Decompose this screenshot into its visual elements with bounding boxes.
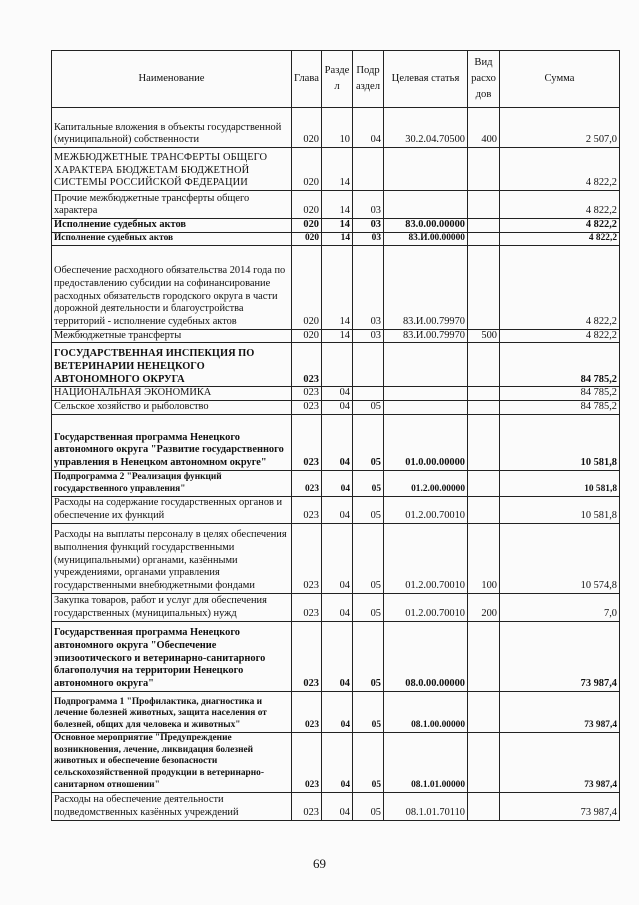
cell-chapter: 020: [292, 219, 322, 233]
cell-exp-type: [468, 691, 500, 732]
header-amount: Сумма: [500, 51, 620, 108]
cell-amount: 7,0: [500, 593, 620, 621]
cell-name: Подпрограмма 2 "Реализация функций государственного управления": [52, 470, 292, 496]
table-row: [52, 219, 620, 233]
table-row: [52, 523, 620, 593]
cell-target: 08.1.01.70110: [384, 792, 468, 820]
page-number: 69: [313, 856, 326, 871]
cell-exp-type: [468, 401, 500, 415]
cell-amount: 4 822,2: [500, 232, 620, 245]
cell-section: 14: [322, 148, 353, 191]
cell-subsection: 03: [353, 219, 384, 233]
cell-name: Закупка товаров, работ и услуг для обеспечения государственных (муниципальных) нужд: [52, 593, 292, 621]
table-row: [52, 232, 620, 245]
cell-chapter: 023: [292, 387, 322, 401]
cell-section: 04: [322, 496, 353, 523]
table-row: [52, 414, 620, 470]
cell-section: 04: [322, 732, 353, 792]
cell-exp-type: 200: [468, 593, 500, 621]
cell-amount: 4 822,2: [500, 148, 620, 191]
cell-exp-type: [468, 621, 500, 691]
cell-exp-type: [468, 792, 500, 820]
table-row: [52, 329, 620, 343]
table-row: [52, 245, 620, 329]
cell-section: 14: [322, 219, 353, 233]
cell-section: 04: [322, 593, 353, 621]
cell-amount: 10 581,8: [500, 470, 620, 496]
cell-subsection: 05: [353, 496, 384, 523]
cell-amount: 84 785,2: [500, 343, 620, 387]
cell-name: Прочие межбюджетные трансферты общего характера: [52, 191, 292, 219]
cell-chapter: 023: [292, 691, 322, 732]
cell-exp-type: [468, 732, 500, 792]
header-subsection: Подр аздел: [353, 51, 384, 108]
cell-subsection: 05: [353, 401, 384, 415]
cell-section: 04: [322, 523, 353, 593]
cell-section: [322, 343, 353, 387]
cell-name: ГОСУДАРСТВЕННАЯ ИНСПЕКЦИЯ ПО ВЕТЕРИНАРИИ НЕНЕЦКОГО АВТОНОМНОГО ОКРУГА: [52, 343, 292, 387]
cell-name: Государственная программа Ненецкого автономного округа "Обеспечение эпизоотического и ветеринарно-санитарного благополучия на территории Ненецкого автономного округа": [52, 621, 292, 691]
cell-chapter: 023: [292, 523, 322, 593]
cell-target: 08.1.00.00000: [384, 691, 468, 732]
cell-chapter: 023: [292, 593, 322, 621]
table-row: [52, 621, 620, 691]
cell-exp-type: [468, 245, 500, 329]
cell-amount: 10 581,8: [500, 496, 620, 523]
cell-subsection: 05: [353, 621, 384, 691]
cell-target: 83.И.00.00000: [384, 232, 468, 245]
cell-subsection: 05: [353, 414, 384, 470]
cell-section: 04: [322, 621, 353, 691]
cell-section: 04: [322, 792, 353, 820]
cell-name: Исполнение судебных актов: [52, 232, 292, 245]
cell-section: 04: [322, 387, 353, 401]
header-exp-type: Вид расхо дов: [468, 51, 500, 108]
cell-section: 04: [322, 401, 353, 415]
cell-name: Обеспечение расходного обязательства 2014 года по предоставлению субсидии на софинансирование расходных обязательств городского округа в части дорожной деятельности и благоустройства территорий - исполнение судебных актов: [52, 245, 292, 329]
cell-amount: 2 507,0: [500, 108, 620, 148]
cell-chapter: 023: [292, 621, 322, 691]
cell-chapter: 020: [292, 329, 322, 343]
cell-name: Государственная программа Ненецкого автономного округа "Развитие государственного управления в Ненецком автономном округе": [52, 414, 292, 470]
cell-chapter: 020: [292, 148, 322, 191]
cell-exp-type: 400: [468, 108, 500, 148]
cell-amount: 84 785,2: [500, 387, 620, 401]
cell-subsection: 05: [353, 732, 384, 792]
cell-section: 14: [322, 245, 353, 329]
cell-chapter: 023: [292, 401, 322, 415]
cell-target: [384, 343, 468, 387]
cell-target: [384, 148, 468, 191]
cell-target: 01.2.00.70010: [384, 593, 468, 621]
cell-amount: 73 987,4: [500, 732, 620, 792]
cell-target: [384, 401, 468, 415]
table-row: [52, 148, 620, 191]
table-row: [52, 401, 620, 415]
cell-chapter: 020: [292, 245, 322, 329]
cell-name: Основное мероприятие "Предупреждение возникновения, лечение, ликвидация болезней животных и обеспечение безопасности сельскохозяйственной продукции в ветеринарно-санитарном отношении": [52, 732, 292, 792]
cell-chapter: 023: [292, 792, 322, 820]
cell-subsection: 04: [353, 108, 384, 148]
cell-subsection: 05: [353, 691, 384, 732]
table-row: [52, 108, 620, 148]
table-row: [52, 691, 620, 732]
cell-chapter: 023: [292, 414, 322, 470]
cell-section: 14: [322, 329, 353, 343]
cell-target: 83.И.00.79970: [384, 245, 468, 329]
header-row: [52, 51, 620, 108]
cell-section: 14: [322, 232, 353, 245]
header-chapter: Глава: [292, 51, 322, 108]
cell-name: Капитальные вложения в объекты государственной (муниципальной) собственности: [52, 108, 292, 148]
cell-chapter: 020: [292, 108, 322, 148]
cell-name: Расходы на обеспечение деятельности подведомственных казённых учреждений: [52, 792, 292, 820]
cell-name: Расходы на выплаты персоналу в целях обеспечения выполнения функций государственными (муниципальными) органами, казёнными учреждениями, органами управления государственными внебюджетными фондами: [52, 523, 292, 593]
cell-subsection: [353, 148, 384, 191]
cell-amount: 73 987,4: [500, 621, 620, 691]
cell-name: МЕЖБЮДЖЕТНЫЕ ТРАНСФЕРТЫ ОБЩЕГО ХАРАКТЕРА БЮДЖЕТАМ БЮДЖЕТНОЙ СИСТЕМЫ РОССИЙСКОЙ ФЕДЕРАЦИИ: [52, 148, 292, 191]
table-row: [52, 387, 620, 401]
cell-chapter: 020: [292, 191, 322, 219]
cell-chapter: 023: [292, 470, 322, 496]
cell-target: [384, 387, 468, 401]
cell-exp-type: [468, 470, 500, 496]
cell-name: Сельское хозяйство и рыболовство: [52, 401, 292, 415]
cell-chapter: 020: [292, 232, 322, 245]
cell-section: 10: [322, 108, 353, 148]
cell-section: 04: [322, 470, 353, 496]
cell-target: 83.И.00.79970: [384, 329, 468, 343]
cell-target: 01.2.00.70010: [384, 496, 468, 523]
cell-subsection: [353, 387, 384, 401]
cell-target: 08.0.00.00000: [384, 621, 468, 691]
cell-exp-type: 100: [468, 523, 500, 593]
cell-exp-type: [468, 387, 500, 401]
cell-name: Межбюджетные трансферты: [52, 329, 292, 343]
cell-subsection: 05: [353, 523, 384, 593]
cell-chapter: 023: [292, 732, 322, 792]
table-row: [52, 792, 620, 820]
header-name: Наименование: [52, 51, 292, 108]
cell-amount: 4 822,2: [500, 219, 620, 233]
cell-target: 30.2.04.70500: [384, 108, 468, 148]
cell-subsection: 05: [353, 792, 384, 820]
cell-exp-type: [468, 219, 500, 233]
table-row: [52, 732, 620, 792]
table-row: [52, 496, 620, 523]
cell-target: 08.1.01.00000: [384, 732, 468, 792]
cell-exp-type: [468, 148, 500, 191]
cell-target: [384, 191, 468, 219]
table-row: [52, 470, 620, 496]
table-row: [52, 191, 620, 219]
cell-amount: 10 581,8: [500, 414, 620, 470]
cell-chapter: 023: [292, 343, 322, 387]
cell-exp-type: [468, 191, 500, 219]
cell-exp-type: 500: [468, 329, 500, 343]
cell-section: 14: [322, 191, 353, 219]
cell-chapter: 023: [292, 496, 322, 523]
cell-name: Расходы на содержание государственных органов и обеспечение их функций: [52, 496, 292, 523]
cell-subsection: [353, 343, 384, 387]
cell-name: Исполнение судебных актов: [52, 219, 292, 233]
cell-subsection: 03: [353, 191, 384, 219]
cell-exp-type: [468, 496, 500, 523]
cell-subsection: 05: [353, 593, 384, 621]
cell-amount: 84 785,2: [500, 401, 620, 415]
budget-table: [51, 50, 620, 821]
cell-amount: 4 822,2: [500, 191, 620, 219]
cell-exp-type: [468, 414, 500, 470]
header-section: Разде л: [322, 51, 353, 108]
cell-amount: 4 822,2: [500, 329, 620, 343]
table-row: [52, 343, 620, 387]
cell-subsection: 05: [353, 470, 384, 496]
cell-target: 01.2.00.70010: [384, 523, 468, 593]
cell-target: 01.2.00.00000: [384, 470, 468, 496]
cell-subsection: 03: [353, 329, 384, 343]
cell-name: Подпрограмма 1 "Профилактика, диагностика и лечение болезней животных, защита населения от болезней, общих для человека и животных": [52, 691, 292, 732]
cell-amount: 73 987,4: [500, 691, 620, 732]
cell-name: НАЦИОНАЛЬНАЯ ЭКОНОМИКА: [52, 387, 292, 401]
cell-target: 83.0.00.00000: [384, 219, 468, 233]
header-target: Целевая статья: [384, 51, 468, 108]
cell-section: 04: [322, 691, 353, 732]
cell-section: 04: [322, 414, 353, 470]
cell-exp-type: [468, 232, 500, 245]
cell-exp-type: [468, 343, 500, 387]
cell-amount: 10 574,8: [500, 523, 620, 593]
cell-target: 01.0.00.00000: [384, 414, 468, 470]
table-row: [52, 593, 620, 621]
cell-amount: 73 987,4: [500, 792, 620, 820]
cell-subsection: 03: [353, 232, 384, 245]
cell-subsection: 03: [353, 245, 384, 329]
cell-amount: 4 822,2: [500, 245, 620, 329]
